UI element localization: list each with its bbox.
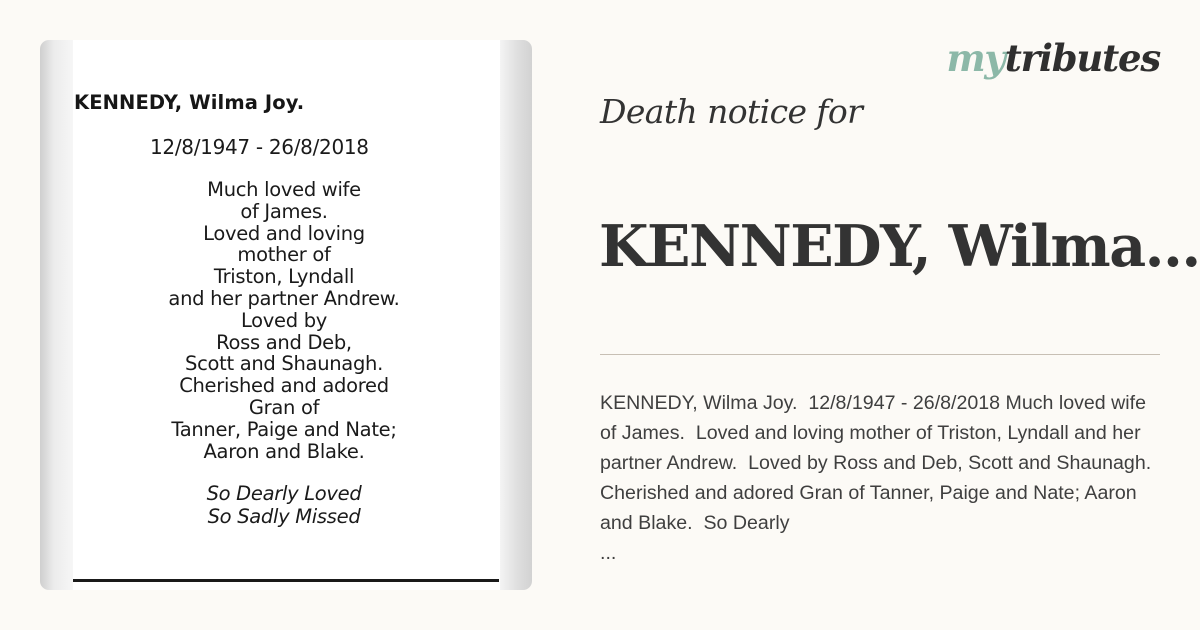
notice-line: Cherished and adored	[179, 374, 389, 398]
notice-line: Aaron and Blake.	[203, 439, 365, 463]
notice-closing-line: So Sadly Missed	[207, 504, 361, 528]
notice-line: Loved by	[240, 308, 328, 332]
notice-excerpt: KENNEDY, Wilma Joy. 12/8/1947 - 26/8/2018 Much loved wife of James. Loved and loving mother of Triston, Lyndall and her partner Andrew. Loved by Ross and Deb, Scott and Shaunagh. Cherished and adored Gran of Tanner, Paige and Nate; Aaron and Blake. So Dearly ...	[600, 392, 1152, 564]
notice-name: KENNEDY, Wilma Joy.	[74, 91, 305, 114]
notice-closing	[73, 483, 495, 528]
notice-paper	[73, 40, 500, 590]
notice-body	[73, 179, 495, 462]
notice-line: Ross and Deb,	[216, 330, 352, 354]
notice-dates: 12/8/1947 - 26/8/2018	[150, 135, 369, 159]
notice-line: Loved and loving	[203, 221, 365, 245]
notice-line: of James.	[240, 199, 328, 223]
notice-line: and her partner Andrew.	[168, 286, 400, 310]
notice-image	[40, 40, 532, 590]
notice-line: Gran of	[248, 395, 320, 419]
page-title: KENNEDY, Wilma...	[599, 213, 1200, 280]
notice-line: Tanner, Paige and Nate;	[171, 417, 397, 441]
divider	[600, 354, 1160, 355]
logo-my: my	[946, 36, 1005, 80]
notice-bottom-rule	[73, 579, 499, 582]
notice-line: Scott and Shaunagh.	[185, 352, 383, 376]
logo-tributes: tributes	[1004, 36, 1160, 80]
notice-line: mother of	[237, 243, 331, 267]
notice-line: Much loved wife	[207, 178, 361, 201]
notice-line: Triston, Lyndall	[213, 265, 355, 289]
notice-closing-line: So Dearly Loved	[206, 482, 362, 505]
mytributes-logo	[946, 36, 1160, 80]
page-subtitle: Death notice for	[600, 92, 863, 131]
